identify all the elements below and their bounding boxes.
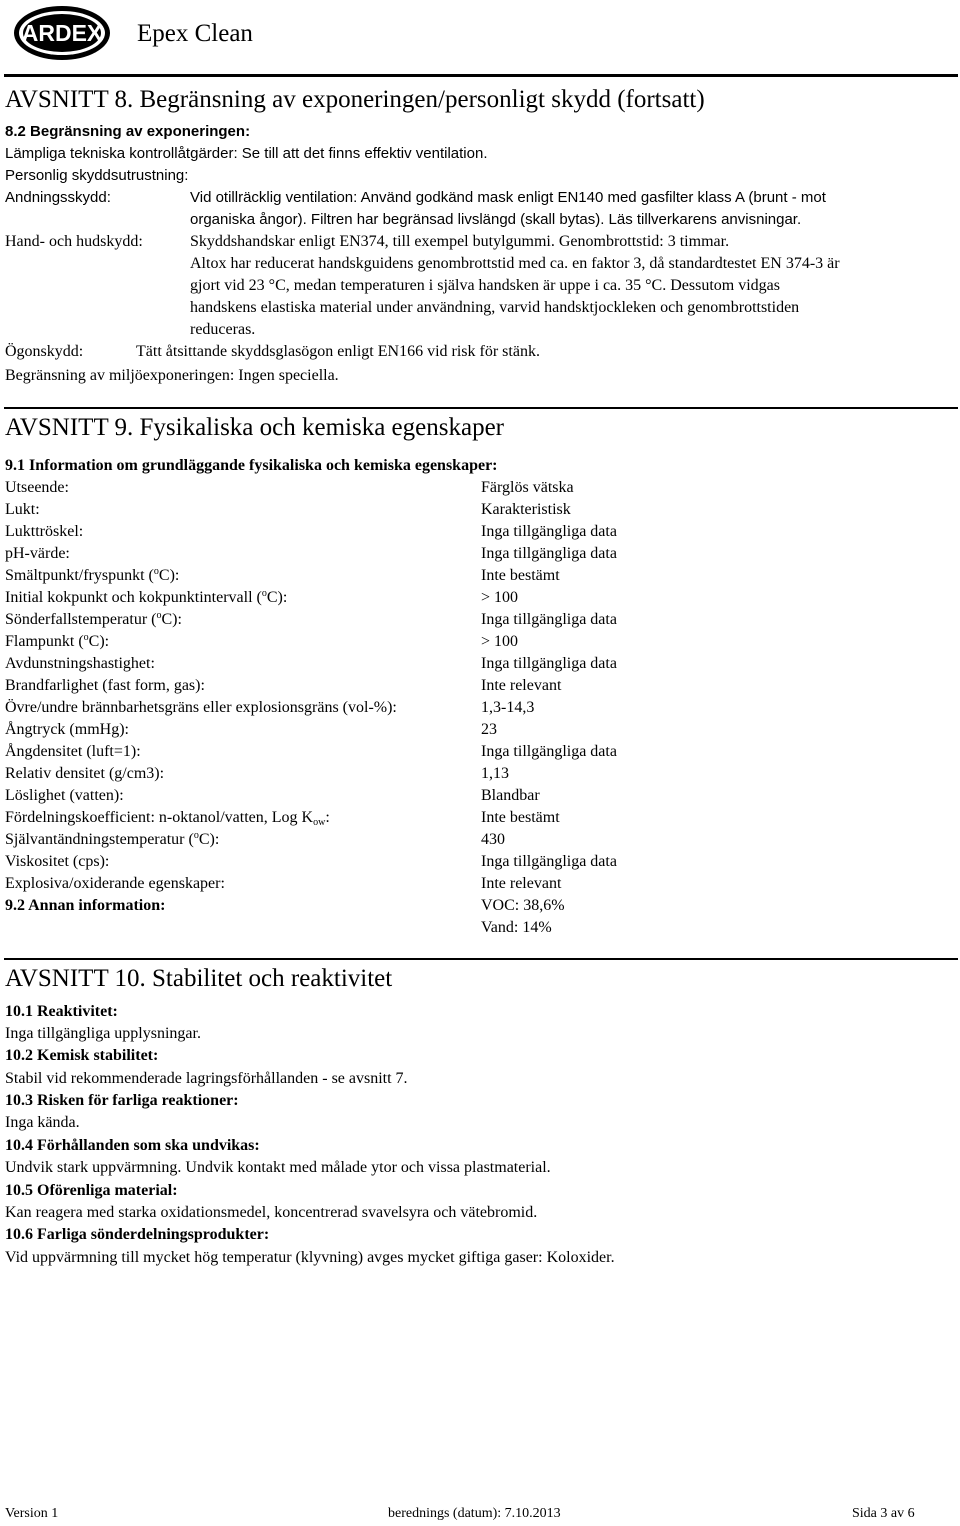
property-value: Inga tillgängliga data xyxy=(481,523,617,540)
property-label: Viskositet (cps): xyxy=(5,853,110,870)
eye-protection-label: Ögonskydd: xyxy=(5,343,84,360)
property-label: Brandfarlighet (fast form, gas): xyxy=(5,677,205,694)
hand-protection-text-3: gjort vid 23 °C, medan temperaturen i själva handsken är uppe i ca. 35 °C. Dessutom vidgas xyxy=(190,277,780,294)
property-label: Ångdensitet (luft=1): xyxy=(5,743,141,760)
footer-date: berednings (datum): 7.10.2013 xyxy=(388,1506,561,1521)
property-label: Relativ densitet (g/cm3): xyxy=(5,765,165,782)
property-value: Inga tillgängliga data xyxy=(481,743,617,760)
property-value: Blandbar xyxy=(481,787,540,804)
property-value: Inte relevant xyxy=(481,677,562,694)
engineering-controls: Lämpliga tekniska kontrollåtgärder: Se till att det finns effektiv ventilation. xyxy=(5,145,488,162)
respiratory-label: Andningsskydd: xyxy=(5,189,111,206)
section-8-heading: AVSNITT 8. Begränsning av exponeringen/personligt skydd (fortsatt) xyxy=(5,86,705,113)
hand-protection-text-5: reduceras. xyxy=(190,321,256,338)
property-value: > 100 xyxy=(481,633,519,650)
property-label: Lukt: xyxy=(5,501,40,518)
property-value: Inte bestämt xyxy=(481,809,560,826)
svg-text:ARDEX: ARDEX xyxy=(21,20,103,46)
section-10-2-title: 10.2 Kemisk stabilitet: xyxy=(5,1047,159,1064)
property-label: Lukttröskel: xyxy=(5,523,84,540)
section-10-5-title: 10.5 Oförenliga material: xyxy=(5,1182,178,1199)
property-label: Explosiva/oxiderande egenskaper: xyxy=(5,875,225,892)
ppe-title: Personlig skyddsutrustning: xyxy=(5,167,189,184)
water-value: Vand: 14% xyxy=(481,919,552,936)
hand-protection-text-2: Altox har reducerat handskguidens genombrottstid med ca. en faktor 3, då standardtestet EN 374-3 är xyxy=(190,255,840,272)
property-value: Inga tillgängliga data xyxy=(481,545,617,562)
property-value: 430 xyxy=(481,831,505,848)
section-10-1-text: Inga tillgängliga upplysningar. xyxy=(5,1025,201,1042)
property-value: Inga tillgängliga data xyxy=(481,611,617,628)
hand-protection-text-1: Skyddshandskar enligt EN374, till exempel butylgummi. Genombrottstid: 3 timmar. xyxy=(190,233,730,250)
section-10-3-text: Inga kända. xyxy=(5,1114,80,1131)
environmental-exposure: Begränsning av miljöexponeringen: Ingen speciella. xyxy=(5,367,339,384)
property-value: 1,3-14,3 xyxy=(481,699,535,716)
property-label: Övre/undre brännbarhetsgräns eller explosionsgräns (vol-%): xyxy=(5,699,397,716)
property-label: Löslighet (vatten): xyxy=(5,787,124,804)
property-label: Ångtryck (mmHg): xyxy=(5,721,129,738)
property-label: Flampunkt ($^o$C): xyxy=(5,632,110,650)
product-name: Epex Clean xyxy=(137,20,253,47)
section-10-6-text: Vid uppvärmning till mycket hög temperatur (klyvning) avges mycket giftiga gaser: Koloxider. xyxy=(5,1249,615,1266)
property-value: Inte bestämt xyxy=(481,567,560,584)
hand-protection-text-4: handskens elastiska material under användning, varvid handsktjockleken och genombrottstiden xyxy=(190,299,800,316)
respiratory-text-1: Vid otillräcklig ventilation: Använd godkänd mask enligt EN140 med gasfilter klass A (brunt - mot xyxy=(190,189,826,206)
section-9-2-title: 9.2 Annan information: xyxy=(5,897,166,914)
voc-value: VOC: 38,6% xyxy=(481,897,565,914)
footer-version: Version 1 xyxy=(5,1506,59,1521)
property-value: > 100 xyxy=(481,589,519,606)
eye-protection-text: Tätt åtsittande skyddsglasögon enligt EN166 vid risk för stänk. xyxy=(136,343,540,360)
property-value: Inte relevant xyxy=(481,875,562,892)
section-10-4-title: 10.4 Förhållanden som ska undvikas: xyxy=(5,1137,260,1154)
footer-page-number: Sida 3 av 6 xyxy=(852,1506,915,1521)
section-10-5-text: Kan reagera med starka oxidationsmedel, koncentrerad svavelsyra och vätebromid. xyxy=(5,1204,538,1221)
section-divider xyxy=(4,407,958,409)
property-value: Färglös vätska xyxy=(481,479,574,496)
property-label: Avdunstningshastighet: xyxy=(5,655,155,672)
hand-protection-label: Hand- och hudskydd: xyxy=(5,233,143,250)
section-divider xyxy=(4,958,958,960)
property-label: Självantändningstemperatur ($^o$C): xyxy=(5,830,220,848)
section-8-2-title: 8.2 Begränsning av exponeringen: xyxy=(5,123,251,140)
property-value: Inga tillgängliga data xyxy=(481,853,617,870)
section-10-3-title: 10.3 Risken för farliga reaktioner: xyxy=(5,1092,239,1109)
section-10-2-text: Stabil vid rekommenderade lagringsförhållanden - se avsnitt 7. xyxy=(5,1070,408,1087)
property-label: Utseende: xyxy=(5,479,69,496)
property-value: 23 xyxy=(481,721,497,738)
respiratory-text-2: organiska ångor). Filtren har begränsad livslängd (skall bytas). Läs tillverkarens anvisningar. xyxy=(190,211,802,228)
property-label: Smältpunkt/fryspunkt ($^o$C): xyxy=(5,566,180,584)
header-divider xyxy=(4,74,958,77)
section-10-4-text: Undvik stark uppvärmning. Undvik kontakt med målade ytor och vissa plastmaterial. xyxy=(5,1159,551,1176)
ardex-logo xyxy=(12,4,112,62)
section-10-6-title: 10.6 Farliga sönderdelningsprodukter: xyxy=(5,1226,270,1243)
section-10-heading: AVSNITT 10. Stabilitet och reaktivitet xyxy=(5,965,393,992)
section-9-1-title: 9.1 Information om grundläggande fysikaliska och kemiska egenskaper: xyxy=(5,457,498,474)
property-value: 1,13 xyxy=(481,765,509,782)
property-label: Fördelningskoefficient: n-oktanol/vatten, Log $K_{ow}$: xyxy=(5,809,330,828)
property-label: Sönderfallstemperatur ($^o$C): xyxy=(5,610,182,628)
section-9-heading: AVSNITT 9. Fysikaliska och kemiska egenskaper xyxy=(5,414,504,441)
property-value: Inga tillgängliga data xyxy=(481,655,617,672)
property-label: Initial kokpunkt och kokpunktintervall ($^o$C): xyxy=(5,588,288,606)
section-10-1-title: 10.1 Reaktivitet: xyxy=(5,1003,118,1020)
property-value: Karakteristisk xyxy=(481,501,571,518)
property-label: pH-värde: xyxy=(5,545,70,562)
